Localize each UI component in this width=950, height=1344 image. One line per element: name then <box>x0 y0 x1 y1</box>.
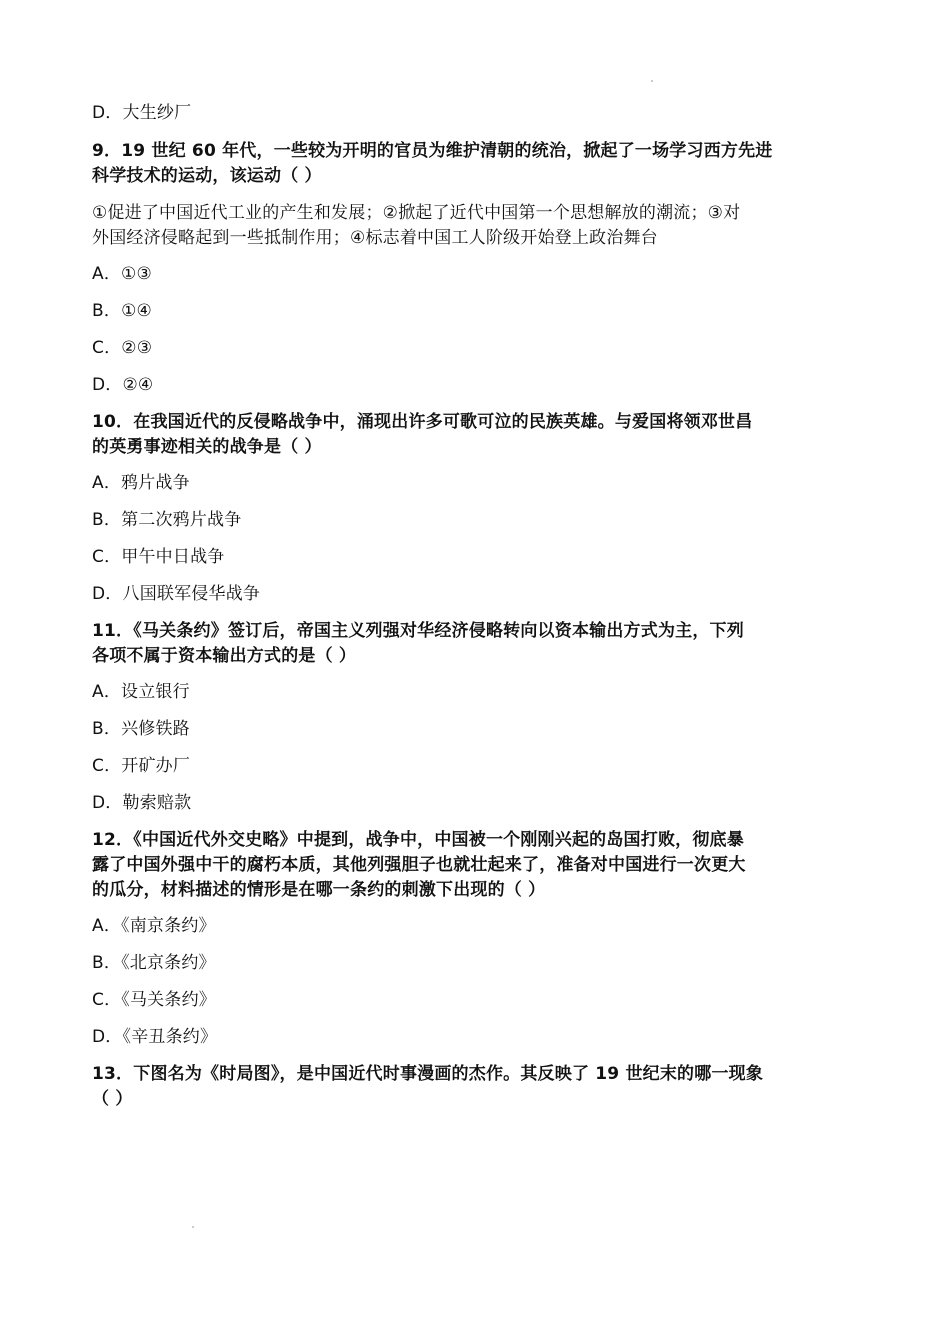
q9-option-d: D．②④ <box>92 375 154 395</box>
scan-speck <box>651 80 653 82</box>
q10-stem-line-2: 的英勇事迹相关的战争是（ ） <box>92 437 322 457</box>
q11-option-b: B．兴修铁路 <box>92 719 190 739</box>
q12-option-b: B．《北京条约》 <box>92 953 216 973</box>
q9-statements-line-2: 外国经济侵略起到一些抵制作用；④标志着中国工人阶级开始登上政治舞台 <box>92 228 658 248</box>
q12-option-d: D．《辛丑条约》 <box>92 1027 218 1047</box>
q11-stem-line-1: 11．《马关条约》签订后，帝国主义列强对华经济侵略转向以资本输出方式为主，下列 <box>92 621 744 641</box>
q8-option-d: D．大生纱厂 <box>92 103 192 123</box>
q11-option-c: C．开矿办厂 <box>92 756 191 776</box>
q10-stem-line-1: 10．在我国近代的反侵略战争中，涌现出许多可歌可泣的民族英雄。与爱国将领邓世昌 <box>92 412 753 432</box>
q9-option-b: B．①④ <box>92 301 152 321</box>
q12-stem-line-1: 12．《中国近代外交史略》中提到，战争中，中国被一个刚刚兴起的岛国打败，彻底暴 <box>92 830 744 850</box>
q9-option-c: C．②③ <box>92 338 153 358</box>
q12-option-a: A．《南京条约》 <box>92 916 216 936</box>
q11-option-a: A．设立银行 <box>92 682 190 702</box>
q10-option-a: A．鸦片战争 <box>92 473 190 493</box>
q9-stem-line-2: 科学技术的运动，该运动（ ） <box>92 166 322 186</box>
q9-stem-line-1: 9．19 世纪 60 年代，一些较为开明的官员为维护清朝的统治，掀起了一场学习西方先进 <box>92 141 773 161</box>
q10-option-d: D．八国联军侵华战争 <box>92 584 261 604</box>
q12-option-c: C．《马关条约》 <box>92 990 216 1010</box>
q10-option-b: B．第二次鸦片战争 <box>92 510 242 530</box>
q9-option-a: A．①③ <box>92 264 152 284</box>
q13-stem-line-2: （ ） <box>92 1089 133 1109</box>
q11-option-d: D．勒索赔款 <box>92 793 192 813</box>
q9-statements-line-1: ①促进了中国近代工业的产生和发展；②掀起了近代中国第一个思想解放的潮流；③对 <box>92 203 741 223</box>
q12-stem-line-3: 的瓜分，材料描述的情形是在哪一条约的刺激下出现的（ ） <box>92 880 546 900</box>
scan-speck <box>192 1226 194 1228</box>
q12-stem-line-2: 露了中国外强中干的腐朽本质，其他列强胆子也就壮起来了，准备对中国进行一次更大 <box>92 855 746 875</box>
q11-stem-line-2: 各项不属于资本输出方式的是（ ） <box>92 646 357 666</box>
q10-option-c: C．甲午中日战争 <box>92 547 225 567</box>
q13-stem-line-1: 13．下图名为《时局图》，是中国近代时事漫画的杰作。其反映了 19 世纪末的哪一现象 <box>92 1064 764 1084</box>
